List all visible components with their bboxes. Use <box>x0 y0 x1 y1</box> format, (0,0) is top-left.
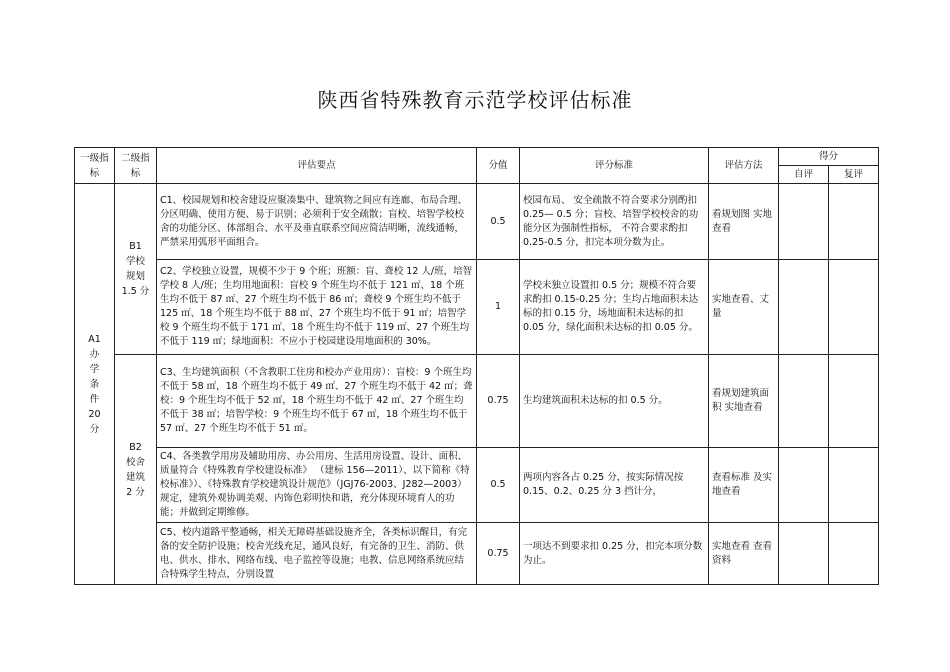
c4-points: C4、各类教学用房及辅助用房、办公用房、生活用房设置、设计、面积、质量符合《特殊教育学校建设标准》 （建标 156—2011）、以下简称《特校标准》）、《特殊教育学校建筑设计规范》（JGJ76-2003、J282—2003）规定，建筑外观协调美观、内饰色彩明快和谐，充分体现环境育人的功能；并做到定期维修。 <box>157 448 477 523</box>
a1-cell <box>75 184 115 585</box>
header-score: 得分 <box>779 148 879 166</box>
table-row <box>75 260 879 355</box>
b1-cell <box>115 184 157 355</box>
b2-cell <box>115 355 157 585</box>
c5-value: 0.75 <box>477 523 520 585</box>
c2-criteria: 学校未独立设置扣 0.5 分；规模不符合要求酌扣 0.15-0.25 分；生均占地面积未达标的扣 0.15 分，场地面积未达标的扣 0.05 分，绿化面积未达标的扣 0.05 分。 <box>520 260 709 355</box>
c5-method: 实地查看 查看资料 <box>709 523 779 585</box>
evaluation-standard-table <box>74 147 879 585</box>
header-review: 复评 <box>829 166 879 184</box>
c4-value: 0.5 <box>477 448 520 523</box>
c3-method: 看规划建筑面积 实地查看 <box>709 355 779 448</box>
c1-review-score <box>829 184 879 260</box>
a1-name: 办学条件 <box>89 348 100 405</box>
c2-method: 实地查看、丈量 <box>709 260 779 355</box>
c3-review-score <box>829 355 879 448</box>
table-row <box>75 448 879 523</box>
b2-name: 校舍建筑 <box>125 456 145 483</box>
c4-criteria: 两项内容各占 0.25 分，按实际情况按 0.15、0.2、0.25 分 3 挡计分， <box>520 448 709 523</box>
a1-code: A1 <box>88 333 101 345</box>
c1-value: 0.5 <box>477 184 520 260</box>
header-score-value: 分值 <box>477 148 520 184</box>
table-row <box>75 184 879 260</box>
c1-criteria: 校园布局、 安全疏散不符合要求分别酌扣 0.25— 0.5 分；盲校、培智学校校舍的功能分区为强制性指标， 不符合要求酌扣 0.25-0.5 分，扣完本项分数为止。 <box>520 184 709 260</box>
header-self: 自评 <box>779 166 829 184</box>
c3-criteria: 生均建筑面积未达标的扣 0.5 分。 <box>520 355 709 448</box>
c4-method: 查看标准 及实地查看 <box>709 448 779 523</box>
c1-self-score <box>779 184 829 260</box>
b1-code: B1 <box>129 241 142 252</box>
c1-method: 看规划图 实地查看 <box>709 184 779 260</box>
a1-score: 20分 <box>88 408 101 435</box>
b1-score: 1.5 分 <box>121 286 150 297</box>
header-level2: 二级指标 <box>115 148 157 184</box>
c3-self-score <box>779 355 829 448</box>
b2-code: B2 <box>129 441 142 453</box>
c2-self-score <box>779 260 829 355</box>
c2-value: 1 <box>477 260 520 355</box>
c5-self-score <box>779 523 829 585</box>
table-row <box>75 355 879 448</box>
c1-points: C1、校园规划和校舍建设应聚凑集中、建筑物之间应有连廊、布局合理、分区明确、使用方便、易于识别；必须利于安全疏散；盲校、培智学校校舍的功能分区、体部组合、水平及垂直联系空间应简洁明晰，流线通畅，严禁采用弧形平面组合。 <box>157 184 477 260</box>
c2-points: C2、学校独立设置，规模不少于 9 个班；班额：盲、聋校 12 人/班，培智学校 8 人/班；生均用地面积：盲校 9 个班生均不低于 121 ㎡、18 个班生均不低于 87 ㎡、27 个班生均不低于 86 ㎡；聋校 9 个班生均不低于 125 ㎡、18 个班生均不低于 88 ㎡、27 个班生均不低于 91 ㎡；培智学校 9 个班生均不低于 171 ㎡、18 个班生均不低于 119 ㎡、27 个班生均不低于 119 ㎡；绿地面积：不应小于校园建设用地面积的 30%。 <box>157 260 477 355</box>
b1-name: 学校规划 <box>125 256 145 282</box>
header-method: 评估方法 <box>709 148 779 184</box>
c5-criteria: 一项达不到要求扣 0.25 分，扣完本项分数为止。 <box>520 523 709 585</box>
c3-value: 0.75 <box>477 355 520 448</box>
c5-review-score <box>829 523 879 585</box>
b2-score: 2 分 <box>126 486 145 498</box>
c2-review-score <box>829 260 879 355</box>
c5-points: C5、校内道路平整通畅，相关无障碍基础设施齐全，各类标识醒目，有完备的安全防护设施；校舍光线充足，通风良好，有完备的卫生、消防、供电、供水、排水、网络布线、电子监控等设施；电教、信息网络系统应结合特殊学生特点，分别设置 <box>157 523 477 585</box>
header-criteria: 评分标准 <box>520 148 709 184</box>
header-row <box>75 148 879 166</box>
page-title: 陕西省特殊教育示范学校评估标准 <box>317 88 633 112</box>
header-level1: 一级指标 <box>75 148 115 184</box>
c4-review-score <box>829 448 879 523</box>
c4-self-score <box>779 448 829 523</box>
header-points: 评估要点 <box>157 148 477 184</box>
table-row <box>75 523 879 585</box>
c3-points: C3、生均建筑面积（不含教职工住房和校办产业用房）：盲校：9 个班生均不低于 58 ㎡，18 个班生均不低于 49 ㎡、27 个班生均不低于 42 ㎡；聋校：9 个班生均不低于 52 ㎡，18 个班生均不低于 42 ㎡、27 个班生均不低于 38 ㎡；培智学校：9 个班生均不低于 67 ㎡，18 个班生均不低于 57 ㎡、27 个班生均不低于 51 ㎡。 <box>157 355 477 448</box>
